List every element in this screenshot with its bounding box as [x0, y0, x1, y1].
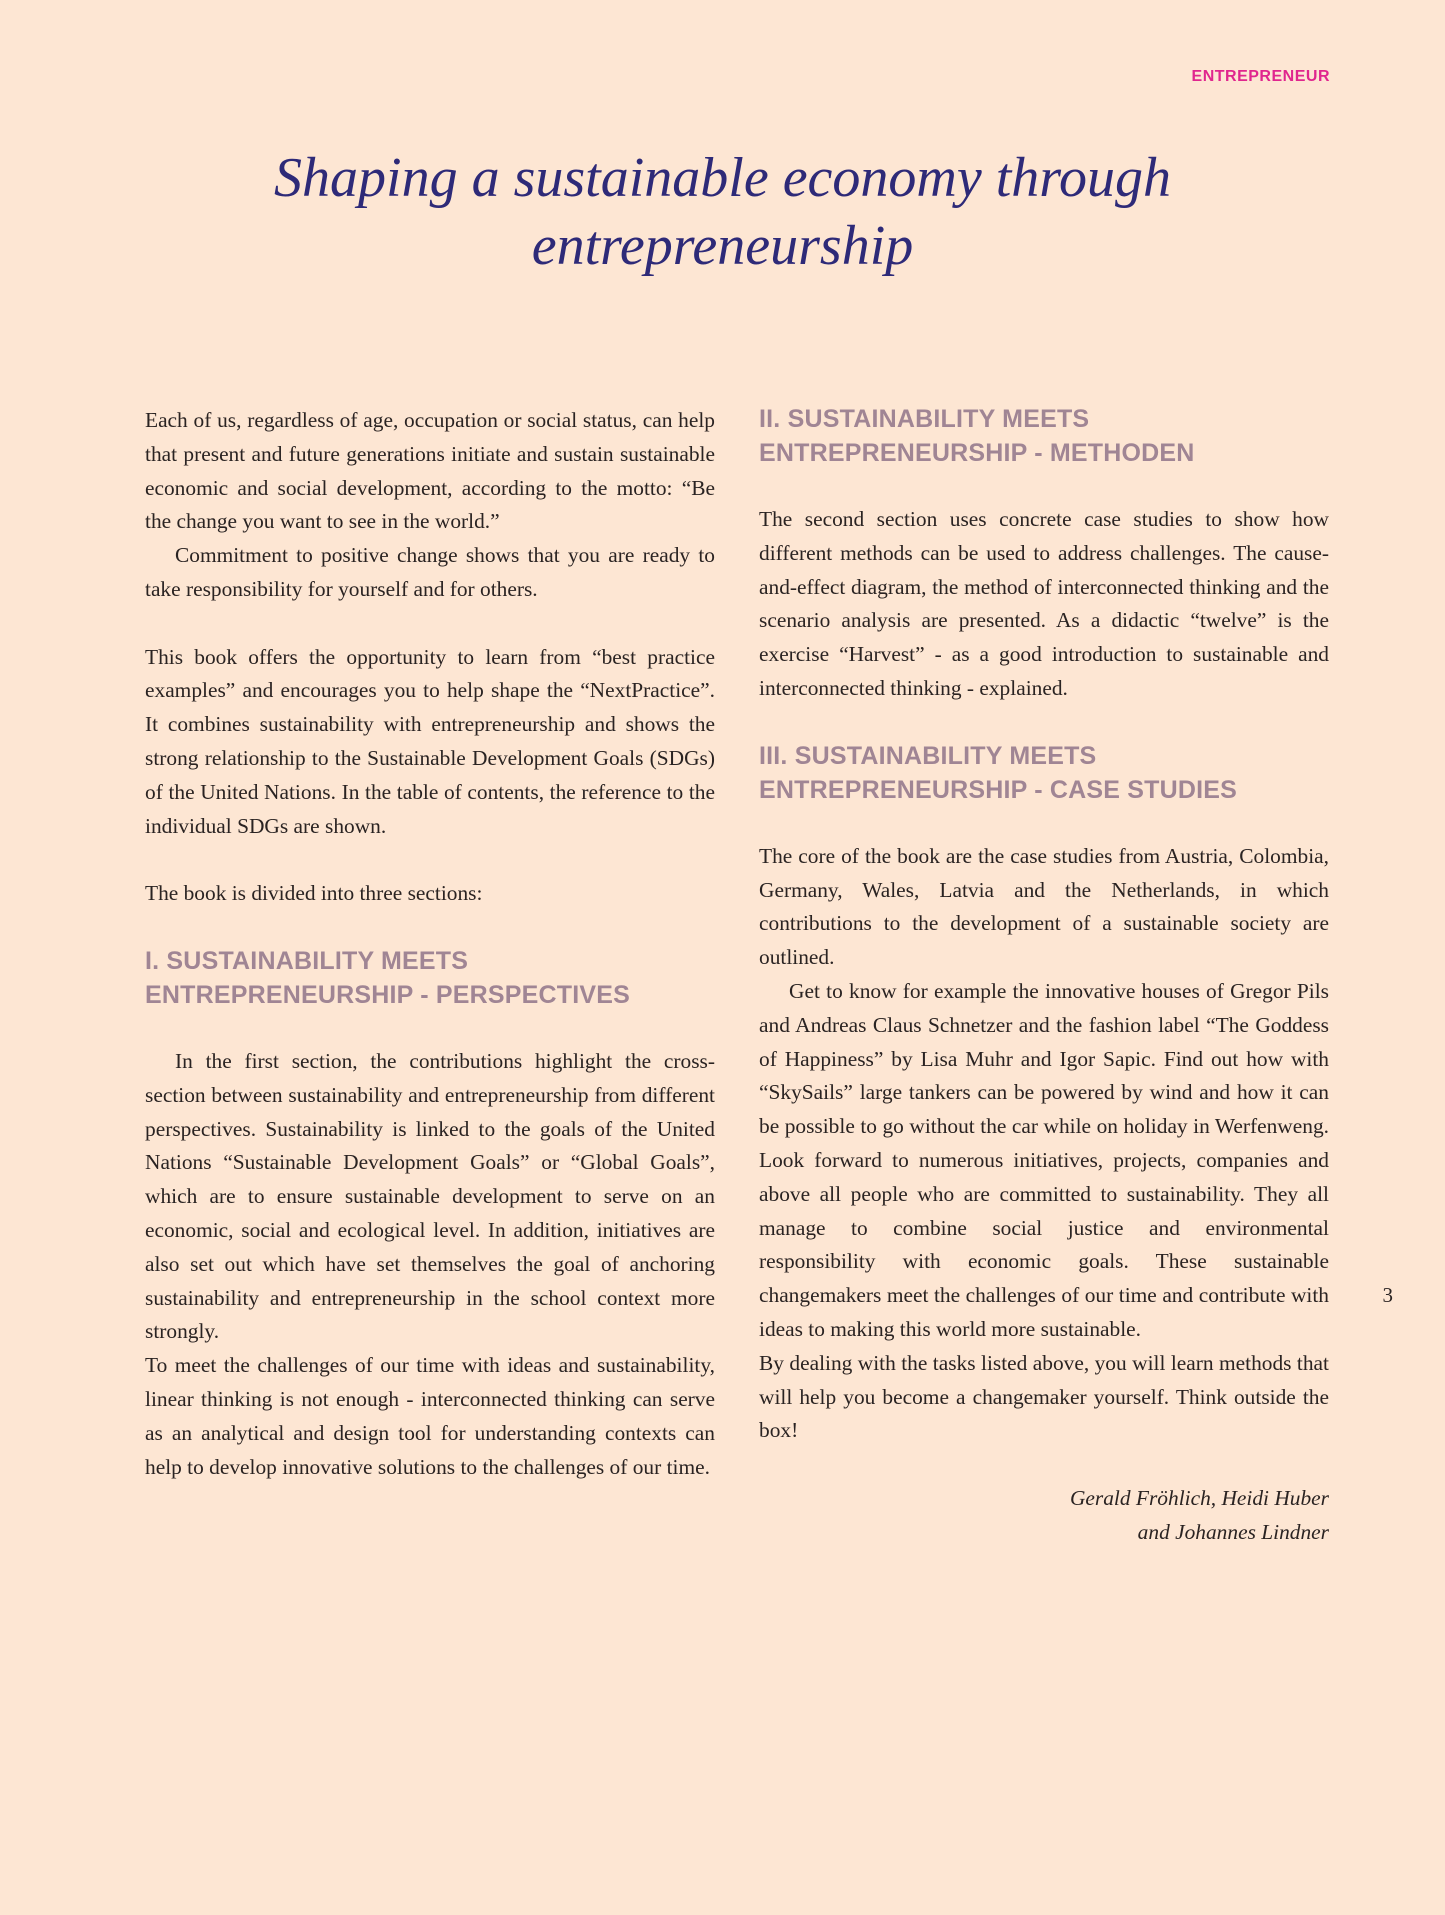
sections-intro-paragraph: The book is divided into three sections:: [145, 881, 483, 906]
right-column: [759, 402, 1329, 1550]
section-2-paragraph: The second section uses concrete case studies to show how different methods can be used to address challenges. The cause-and-effect diagram, the method of interconnected thinking and the scenario analysis are presented. As a didactic “twelve” is the exercise “Harvest” - as a good introduction to sustainable and interconnected thinking - explained.: [759, 507, 1329, 700]
section-2-heading-line-1: II. SUSTAINABILITY MEETS: [759, 405, 1090, 433]
section-1-heading-line-2: ENTREPRENEURSHIP - PERSPECTIVES: [145, 980, 631, 1009]
section-3-heading: [759, 739, 1329, 807]
case-studies-paragraph: Get to know for example the innovative houses of Gregor Pils and Andreas Claus Schnetzer and the fashion label “The Goddess of Happiness” by Lisa Muhr and Igor Sapic. Find out how with “SkySails” large tankers can be powered by wind and how it can be possible to go without the car while on holiday in Werfenweng. Look forward to numerous initiatives, projects, companies and above all people who are committed to sustainability. They all manage to combine social justice and environmental responsibility with economic goals. These sustainable changemakers meet the challenges of our time and contribute with ideas to making this world more sustainable.: [759, 978, 1329, 1341]
left-column: [145, 404, 715, 1484]
author-signature: [759, 1482, 1329, 1550]
page-title: Shaping a sustainable economy through entrepreneurship: [274, 147, 1171, 277]
signature-line-2: and Johannes Lindner: [1137, 1519, 1329, 1544]
signature-line-1: Gerald Fröhlich, Heidi Huber: [1069, 1485, 1329, 1510]
running-head: ENTREPRENEUR: [1191, 68, 1330, 85]
section-1-heading: [145, 944, 715, 1012]
intro-paragraph: Each of us, regardless of age, occupation or social status, can help that present and future generations initiate and sustain sustainable economic and social development, according to the motto: “Be the change you want to see in the world.”: [145, 408, 715, 534]
section-1-heading-line-1: I. SUSTAINABILITY MEETS: [145, 946, 469, 975]
section-1-paragraph: In the first section, the contributions highlight the cross-section between sustainability and entrepreneurship from different perspectives. Sustainability is linked to the goals of the United Nations “Sustainable Development Goals” or “Global Goals”, which are to ensure sustainable development to serve on an economic, social and ecological level. In addition, initiatives are also set out which have set themselves the goal of anchoring sustainability and entrepreneurship in the school context more strongly.: [145, 1048, 715, 1344]
commitment-paragraph: Commitment to positive change shows that you are ready to take responsibility for yourself and for others.: [145, 543, 715, 601]
closing-paragraph: By dealing with the tasks listed above, you will learn methods that will help you become a changemaker yourself. Think outside the box!: [759, 1350, 1329, 1443]
section-3-heading-line-1: III. SUSTAINABILITY MEETS: [759, 741, 1097, 770]
page-number: 3: [1382, 1283, 1393, 1307]
section-2-heading-line-2: ENTREPRENEURSHIP - METHODEN: [759, 439, 1195, 467]
book-overview-paragraph: This book offers the opportunity to learn from “best practice examples” and encourages you to help shape the “NextPractice”. It combines sustainability with entrepreneurship and shows the strong relationship to the Sustainable Development Goals (SDGs) of the United Nations. In the table of contents, the reference to the individual SDGs are shown.: [145, 644, 715, 838]
section-3-paragraph: The core of the book are the case studies from Austria, Colombia, Germany, Wales, Latvia and the Netherlands, in which contributions to the development of a sustainable society are outlined.: [759, 843, 1329, 970]
section-3-heading-line-2: ENTREPRENEURSHIP - CASE STUDIES: [759, 775, 1238, 804]
section-2-heading: [759, 402, 1329, 470]
interconnected-thinking-paragraph: To meet the challenges of our time with ideas and sustainability, linear thinking is not enough - interconnected thinking can serve as an analytical and design tool for understanding contexts can help to develop innovative solutions to the challenges of our time.: [145, 1353, 715, 1479]
